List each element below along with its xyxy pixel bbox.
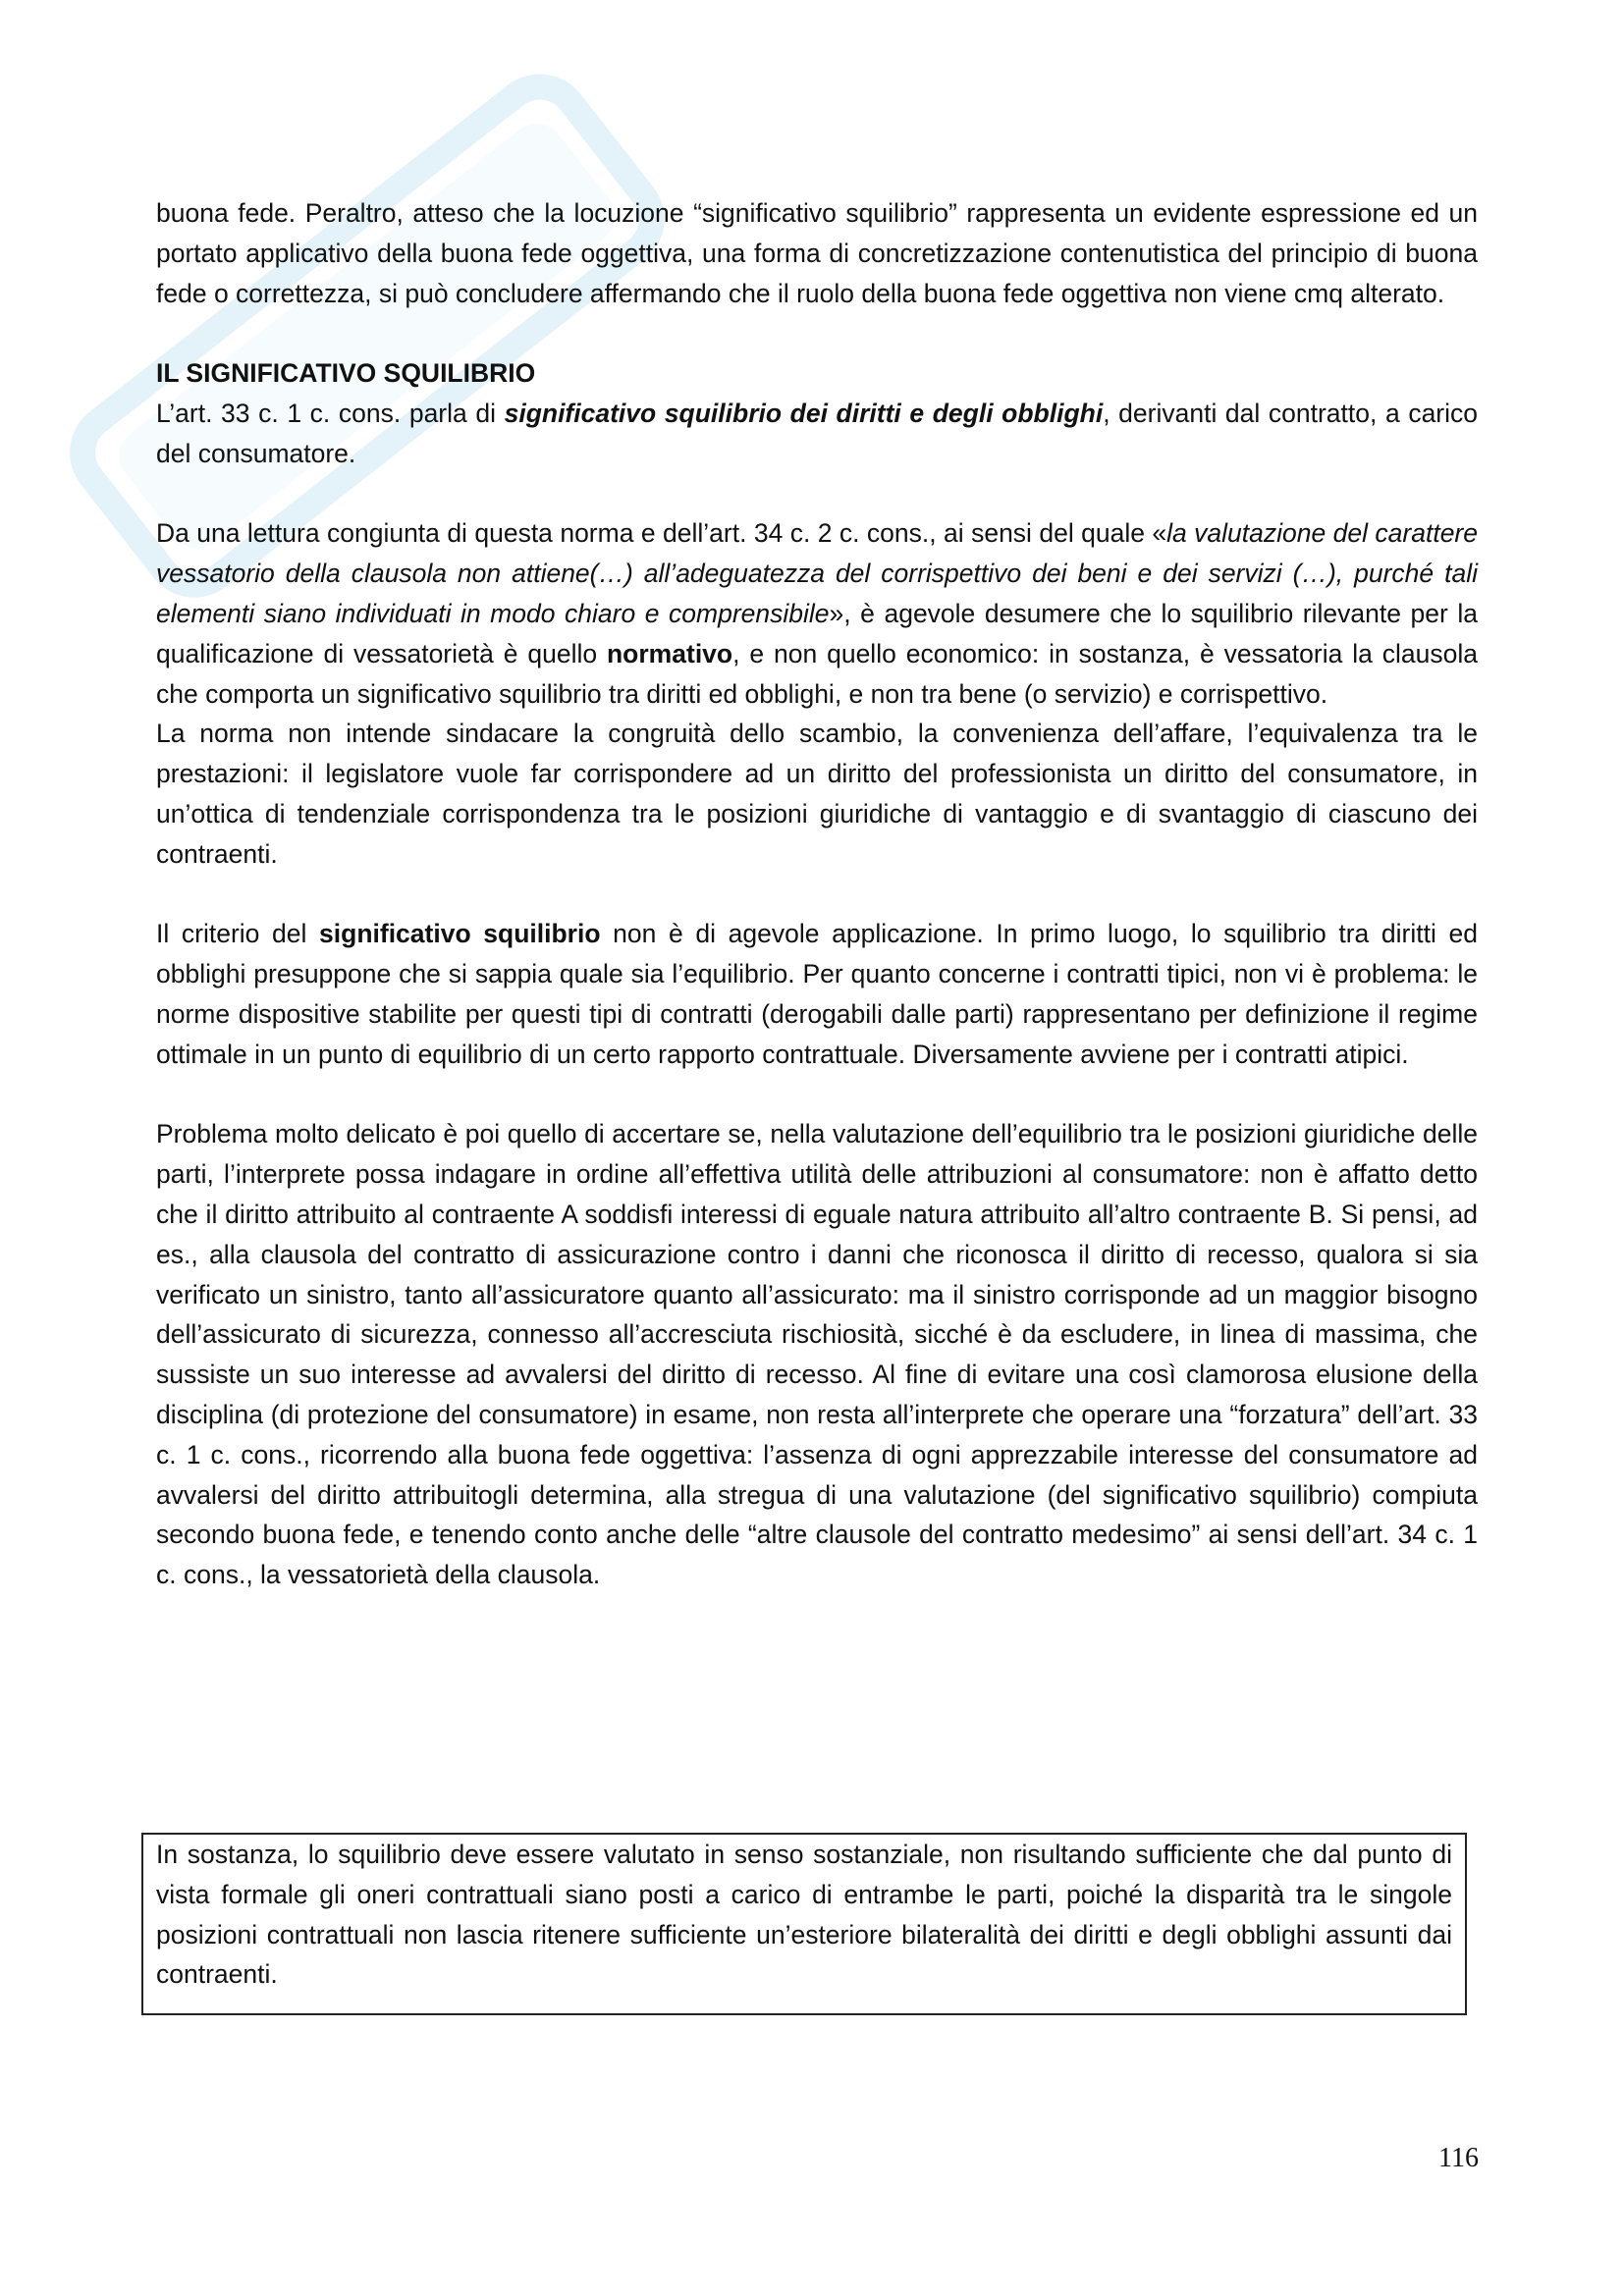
quote-art34: la valutazione del carattere vessatorio della clausola non attiene(…) all’adeguatezza del corrispettivo dei beni e dei servizi (…), purché tali elementi siano individuati in modo chiaro e comprensibile xyxy=(156,518,1478,628)
paragraph-problema: Problema molto delicato è poi quello di accertare se, nella valutazione dell’equilibrio tra le posizioni giuridiche delle parti, l’interprete possa indagare in ordine all’effettiva utilità delle attribuzioni al consumatore: non è affatto detto che il diritto attribuito al contraente A soddisfi interessi di eguale natura attribuito all’altro contraente B. Si pensi, ad es., alla clausola del contratto di assicurazione contro i danni che riconosca il diritto di recesso, qualora si sia verificato un sinistro, tanto all’assicuratore quanto all’assicurato: ma il sinistro corrisponde ad un maggior bisogno dell’assicurato di sicurezza, connesso all’accresciuta rischiosità, sicché è da escludere, in linea di massima, che sussiste un suo interesse ad avvalersi del diritto di recesso. Al fine di evitare una così clamorosa elusione della disciplina (di protezione del consumatore) in esame, non resta all’interprete che operare una “forzatura” dell’art. 33 c. 1 c. cons., ricorrendo alla buona fede oggettiva: l’assenza di ogni apprezzabile interesse del consumatore ad avvalersi del diritto attribuitogli determina, alla stregua di una valutazione (del significativo squilibrio) compiuta secondo buona fede, e tenendo conto anche delle “altre clausole del contratto medesimo” ai sensi dell’art. 34 c. 1 c. cons., la vessatorietà della clausola. xyxy=(156,1119,1478,1590)
page-number: 116 xyxy=(1438,2143,1479,2173)
summary-box xyxy=(141,1833,1467,2015)
emphasis-criterio: significativo squilibrio xyxy=(319,919,601,949)
emphasis-normativo: normativo xyxy=(607,638,733,668)
paragraph-lettura-congiunta: Da una lettura congiunta di questa norma e dell’art. 34 c. 2 c. cons., ai sensi del quale «la valutazione del carattere vessatorio della clausola non attiene(…) all’adeguatezza del corrispettivo dei beni e dei servizi (…), purché tali elementi siano individuati in modo chiaro e comprensibile», è agevole desumere che lo squilibrio rilevante per la qualificazione di vessatorietà è quello normativo, e non quello economico: in sostanza, è vessatoria la clausola che comporta un significativo squilibrio tra diritti ed obblighi, e non tra bene (o servizio) e corrispettivo. xyxy=(156,518,1478,709)
section-heading: IL SIGNIFICATIVO SQUILIBRIO xyxy=(156,358,536,389)
paragraph-norma: La norma non intende sindacare la congruità dello scambio, la convenienza dell’affare, l’equivalenza tra le prestazioni: il legislatore vuole far corrispondere ad un diritto del professionista un diritto del consumatore, in un’ottica di tendenziale corrispondenza tra le posizioni giuridiche di vantaggio e di svantaggio di ciascuno dei contraenti. xyxy=(156,719,1478,869)
paragraph-intro: buona fede. Peraltro, atteso che la locuzione “significativo squilibrio” rappresenta un evidente espressione ed un portato applicativo della buona fede oggettiva, una forma di concretizzazione contenutistica del principio di buona fede o correttezza, si può concludere affermando che il ruolo della buona fede oggettiva non viene cmq alterato. xyxy=(156,198,1478,308)
emphasis-significativo-squilibrio: significativo squilibrio dei diritti e degli obblighi xyxy=(504,398,1104,428)
summary-text: In sostanza, lo squilibrio deve essere valutato in senso sostanziale, non risultando sufficiente che dal punto di vista formale gli oneri contrattuali siano posti a carico di entrambe le parti, poiché la disparità tra le singole posizioni contrattuali non lascia ritenere sufficiente un’esteriore bilateralità dei diritti e degli obblighi assunti dai contraenti. xyxy=(156,1840,1452,1990)
document-body xyxy=(156,193,1478,1595)
paragraph-art33: L’art. 33 c. 1 c. cons. parla di significativo squilibrio dei diritti e degli obblighi, derivanti dal contratto, a carico del consumatore. xyxy=(156,398,1479,468)
paragraph-criterio: Il criterio del significativo squilibrio non è di agevole applicazione. In primo luogo, lo squilibrio tra diritti ed obblighi presuppone che si sappia quale sia l’equilibrio. Per quanto concerne i contratti tipici, non vi è problema: le norme dispositive stabilite per questi tipi di contratti (derogabili dalle parti) rappresentano per definizione il regime ottimale in un punto di equilibrio di un certo rapporto contrattuale. Diversamente avviene per i contratti atipici. xyxy=(156,919,1478,1069)
